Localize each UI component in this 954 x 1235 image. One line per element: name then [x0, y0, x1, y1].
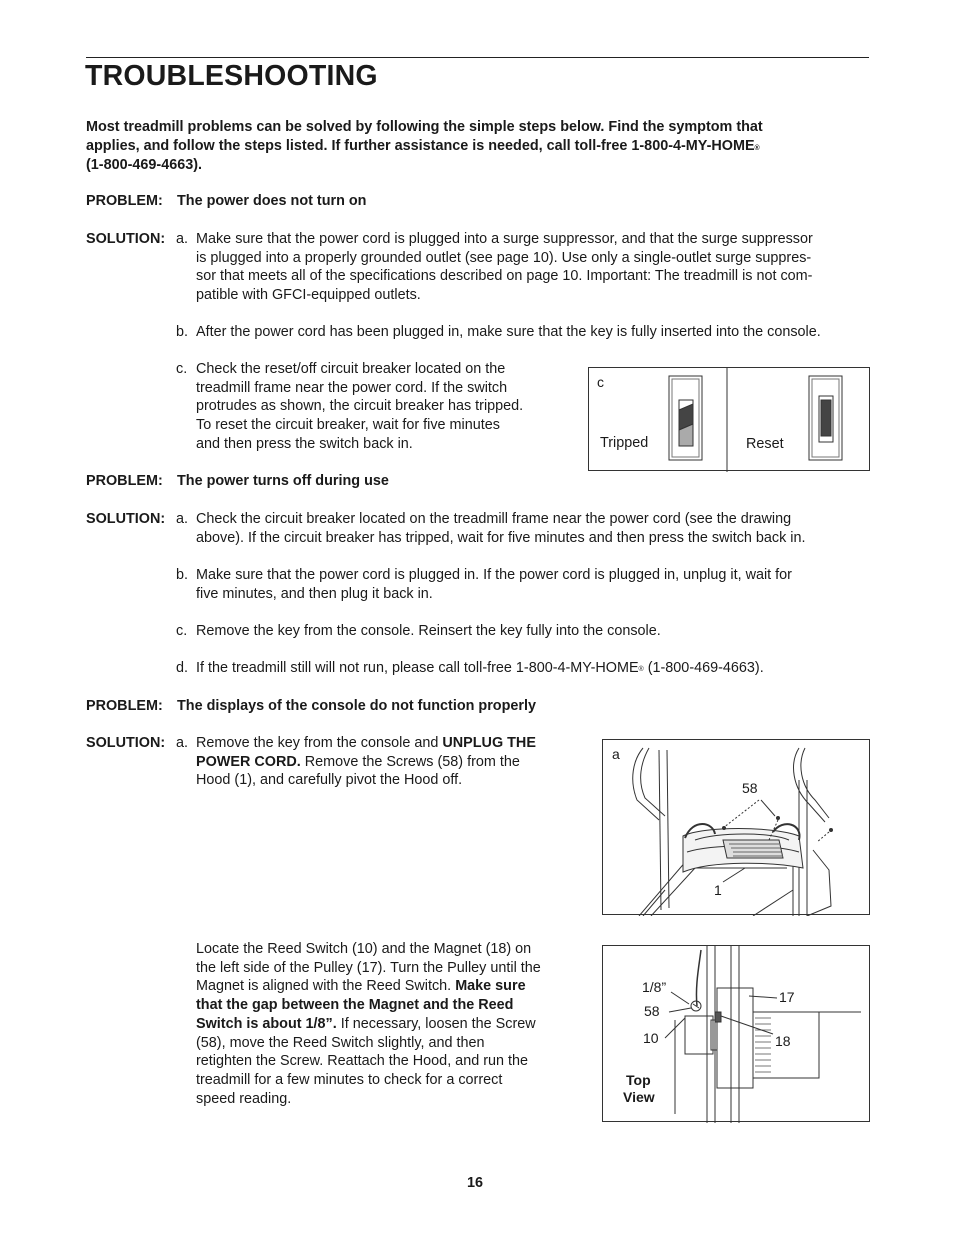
- step-line: Make sure that the power cord is plugged in. If the power cord is plugged in, unplug it, wait for: [196, 567, 792, 583]
- screw-callout: 58: [644, 1003, 660, 1019]
- step-line: (58), move the Reed Switch slightly, and then: [196, 1034, 485, 1051]
- step-line: and then press the switch back in.: [196, 435, 413, 452]
- gap-label: 1/8”: [642, 979, 667, 995]
- hood-callout: 1: [714, 882, 722, 898]
- intro-paragraph: [86, 118, 876, 175]
- circuit-breaker-figure: [588, 367, 870, 471]
- figure-letter: c: [597, 374, 604, 390]
- step-letter: c.: [176, 361, 188, 377]
- step-line: Locate the Reed Switch (10) and the Magnet (18) on: [196, 941, 532, 957]
- problem-text: The displays of the console do not function properly: [177, 698, 536, 714]
- step-text: [196, 566, 792, 603]
- step-line: [196, 1015, 541, 1034]
- registered-mark: ®: [754, 145, 760, 152]
- step-line: patible with GFCI-equipped outlets.: [196, 287, 421, 304]
- circuit-breaker-drawing: [589, 368, 871, 472]
- reed-switch-callout: 10: [643, 1030, 659, 1046]
- step-line: Make sure that the power cord is plugged into a surge suppressor, and that the surge suppressor: [196, 231, 813, 247]
- step-line: retighten the Screw. Reattach the Hood, and run the: [196, 1053, 528, 1070]
- problem-label: PROBLEM:: [86, 193, 163, 209]
- step-line-bold: that the gap between the Magnet and the Reed: [196, 997, 514, 1014]
- step-text: [196, 510, 806, 547]
- problem-heading: [86, 472, 389, 491]
- problem-heading: [86, 192, 366, 211]
- page-title: TROUBLESHOOTING: [85, 60, 378, 92]
- intro-line: Most treadmill problems can be solved by following the simple steps below. Find the symptom that: [86, 119, 763, 135]
- step-text: [196, 734, 536, 790]
- step-line: [196, 977, 541, 996]
- intro-line-text: applies, and follow the steps listed. If further assistance is needed, call toll-free 1-800-4-MY-HOME: [86, 138, 755, 154]
- solution-label: SOLUTION:: [86, 511, 166, 527]
- step-text: [196, 659, 764, 678]
- pulley-callout: 17: [779, 989, 795, 1005]
- step-line: [196, 753, 536, 772]
- step-line: Remove the key from the console. Reinsert the key fully into the console.: [196, 623, 661, 639]
- step-line-text: If the treadmill still will not run, please call toll-free 1-800-4-MY-HOME: [196, 660, 639, 676]
- reed-switch-instructions: [196, 940, 541, 1108]
- step-line: Check the circuit breaker located on the treadmill frame near the power cord (see the drawing: [196, 511, 792, 527]
- step-line: To reset the circuit breaker, wait for five minutes: [196, 417, 500, 434]
- tripped-label: Tripped: [600, 435, 649, 451]
- step-line: treadmill for a few minutes to check for a correct: [196, 1071, 503, 1088]
- step-line: speed reading.: [196, 1090, 292, 1107]
- step-line-text: Magnet is aligned with the Reed Switch.: [196, 978, 456, 995]
- page-number: 16: [467, 1175, 484, 1191]
- screw-callout: 58: [742, 780, 758, 796]
- step-line: sor that meets all of the specifications described on page 10. Important: The treadmill is not com-: [196, 268, 813, 285]
- step-letter: a.: [176, 735, 189, 751]
- step-line: [196, 659, 764, 678]
- problem-text: The power turns off during use: [177, 473, 389, 489]
- step-letter: c.: [176, 623, 188, 639]
- problem-text: The power does not turn on: [177, 193, 367, 209]
- hood-removal-drawing: [603, 740, 871, 916]
- step-line: above). If the circuit breaker has tripped, wait for five minutes and then press the switch back in.: [196, 529, 806, 546]
- step-line: treadmill frame near the power cord. If the switch: [196, 379, 508, 396]
- step-line-text: Remove the Screws (58) from the: [300, 753, 520, 770]
- step-line: [196, 734, 536, 753]
- step-text: [196, 323, 821, 342]
- step-line: After the power cord has been plugged in, make sure that the key is fully inserted into the console.: [196, 324, 821, 340]
- step-line-text: If necessary, loosen the Screw: [336, 1015, 536, 1032]
- step-letter: a.: [176, 511, 189, 527]
- step-letter: b.: [176, 567, 189, 583]
- intro-line: (1-800-469-4663).: [86, 157, 202, 173]
- intro-line: [86, 137, 876, 156]
- header-rule: [86, 57, 869, 58]
- step-text: [196, 230, 813, 305]
- step-line-bold: UNPLUG THE: [442, 735, 536, 751]
- step-letter: a.: [176, 231, 189, 247]
- step-line: five minutes, and then plug it back in.: [196, 585, 433, 602]
- figure-letter: a: [612, 746, 620, 762]
- step-text: [196, 622, 661, 641]
- step-letter: b.: [176, 324, 189, 340]
- registered-mark: ®: [638, 666, 644, 673]
- problem-label: PROBLEM:: [86, 698, 163, 714]
- step-line-text: Remove the key from the console and: [196, 735, 443, 751]
- view-label-top: Top: [626, 1072, 651, 1088]
- magnet-callout: 18: [775, 1033, 791, 1049]
- reset-label: Reset: [746, 436, 784, 452]
- step-line-bold: Make sure: [455, 978, 526, 995]
- view-label-bottom: View: [623, 1089, 655, 1105]
- step-line: protrudes as shown, the circuit breaker has tripped.: [196, 398, 524, 415]
- step-line: Check the reset/off circuit breaker located on the: [196, 361, 506, 377]
- step-line-text: (1-800-469-4663).: [643, 660, 764, 676]
- reed-switch-figure: [602, 945, 870, 1122]
- problem-heading: [86, 697, 536, 716]
- solution-label: SOLUTION:: [86, 231, 166, 247]
- step-line-bold: POWER CORD.: [196, 753, 301, 770]
- step-text: [196, 360, 523, 454]
- step-letter: d.: [176, 660, 189, 676]
- solution-label: SOLUTION:: [86, 735, 166, 751]
- problem-label: PROBLEM:: [86, 473, 163, 489]
- hood-removal-figure: [602, 739, 870, 915]
- step-line: Hood (1), and carefully pivot the Hood off.: [196, 772, 463, 789]
- step-line: the left side of the Pulley (17). Turn the Pulley until the: [196, 959, 541, 976]
- step-line-bold: Switch is about 1/8”.: [196, 1015, 337, 1032]
- step-line: is plugged into a properly grounded outlet (see page 10). Use only a single-outlet surge suppres-: [196, 249, 812, 266]
- step-line: [196, 996, 541, 1015]
